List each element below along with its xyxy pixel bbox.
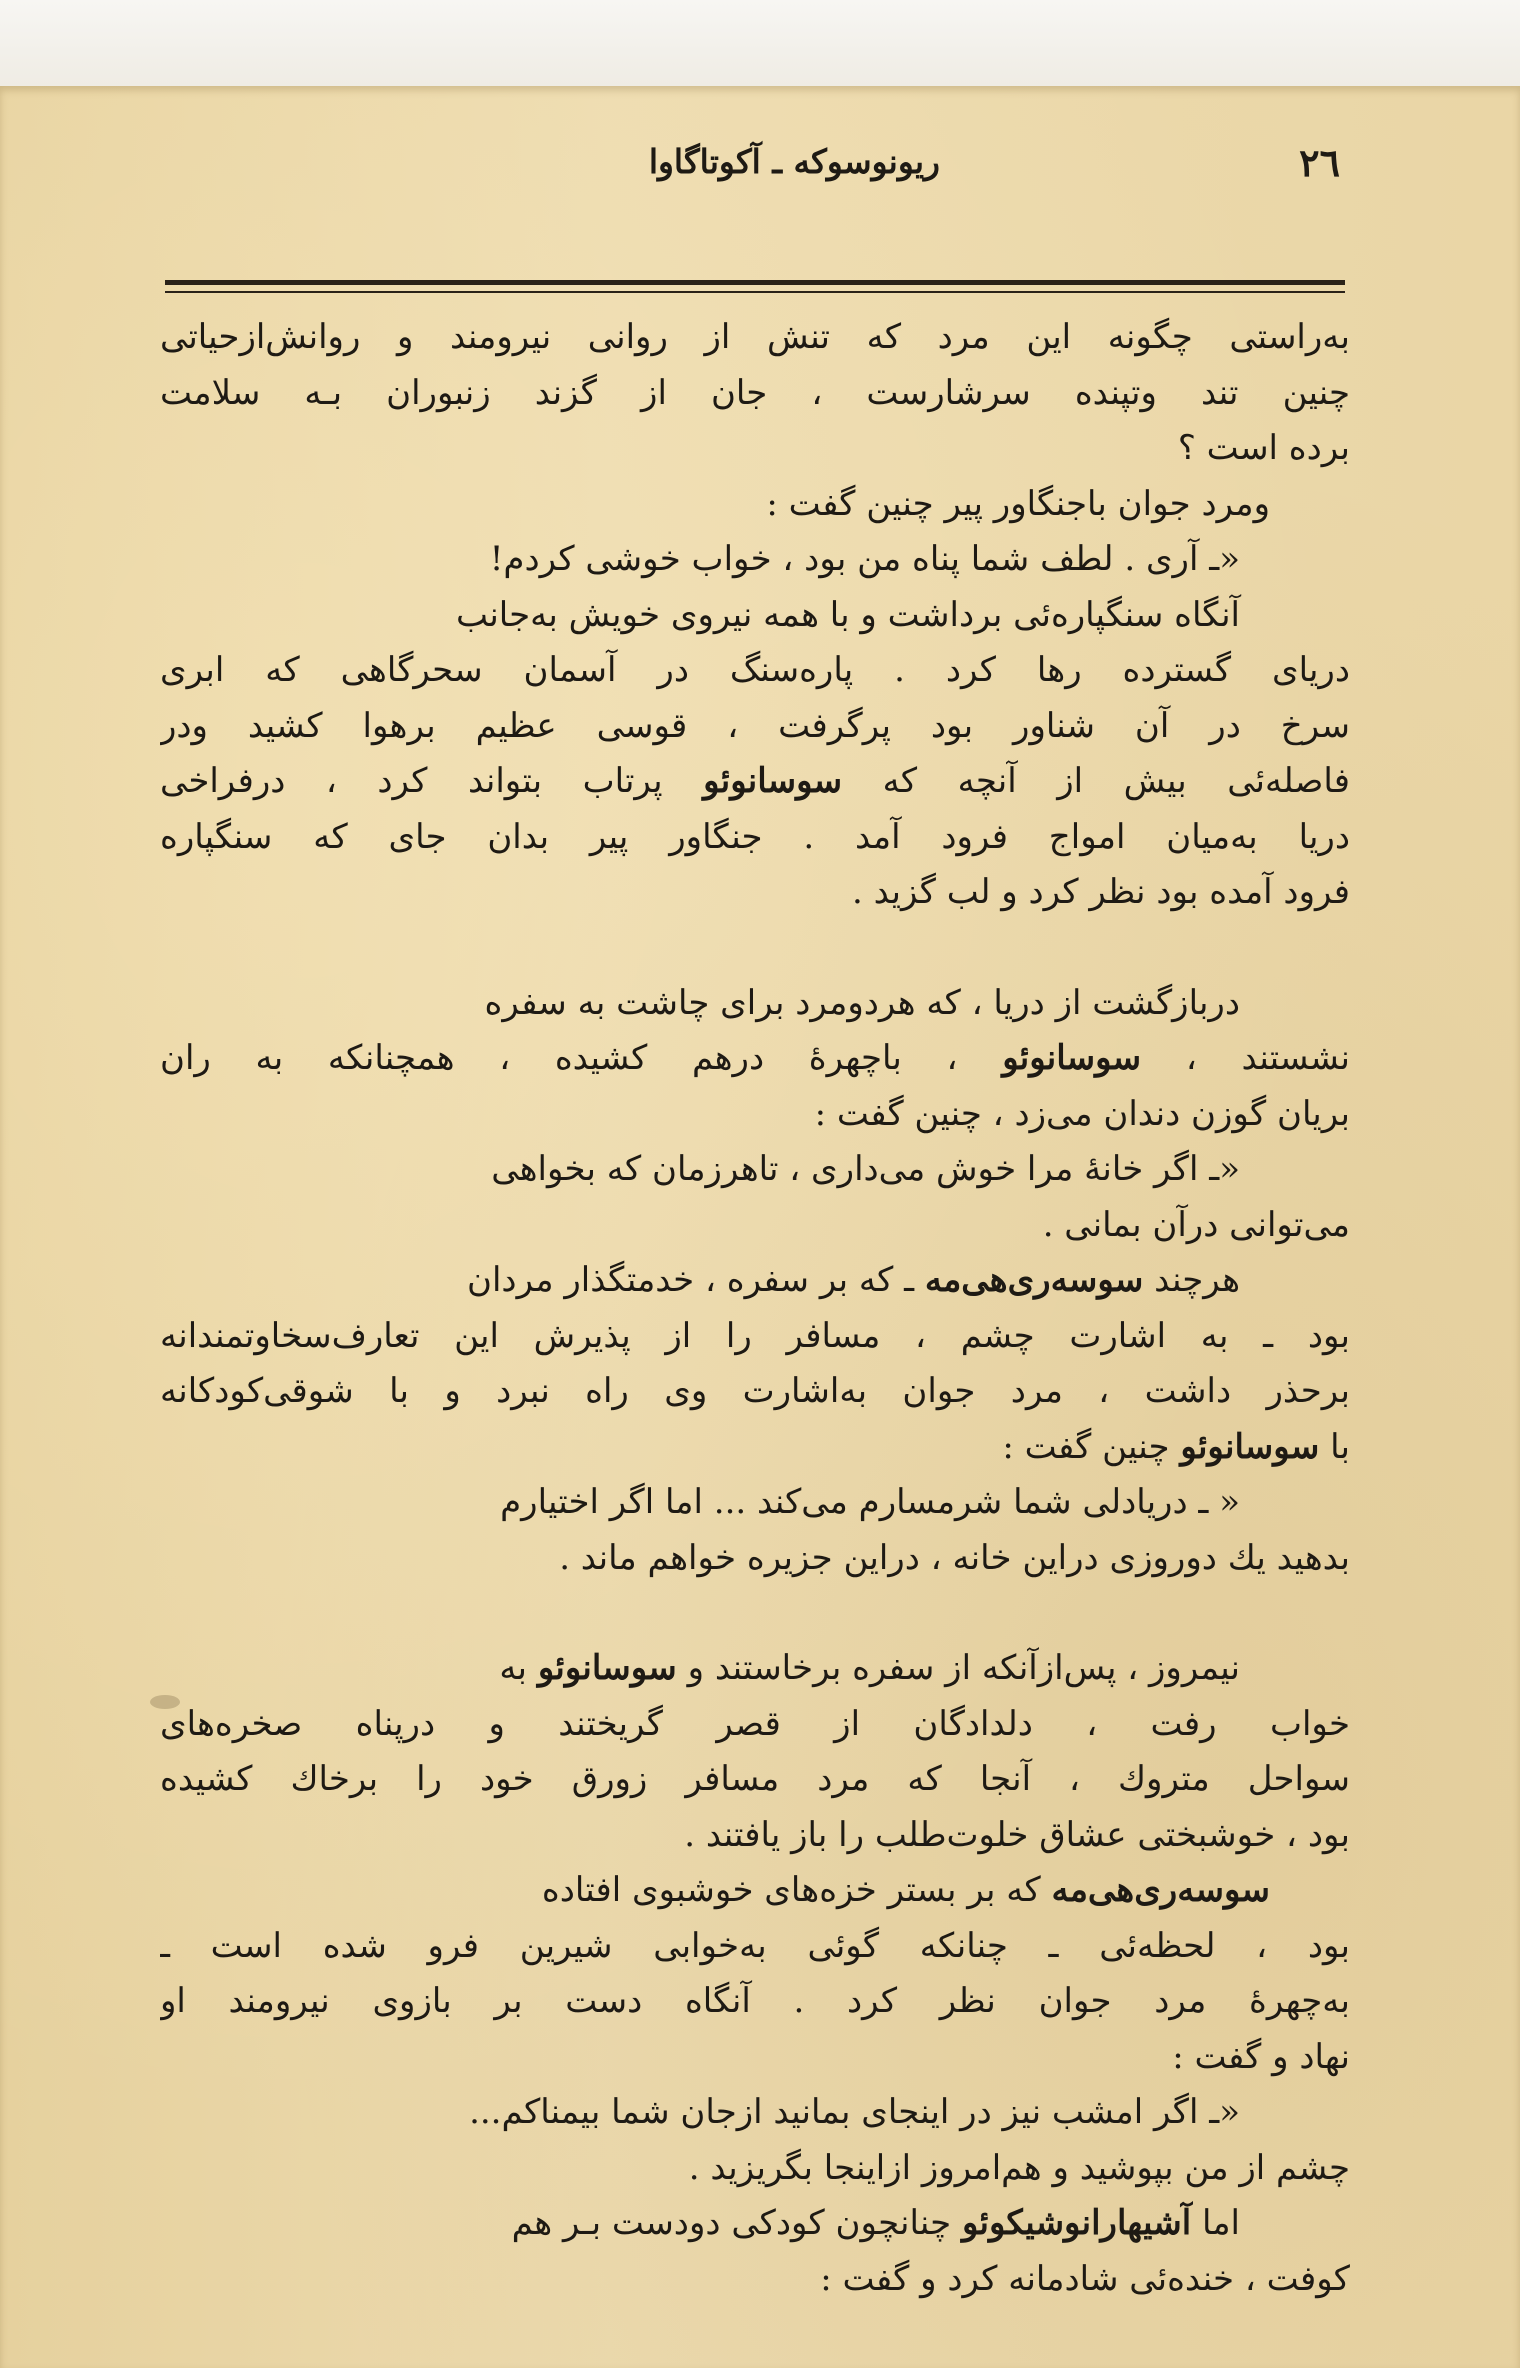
header-rule-thick — [165, 280, 1345, 285]
text-line: می‌توانی درآن بمانی . — [1042, 1204, 1350, 1245]
text-line: دریای گسترده رها کرد . پاره‌سنگ در آسمان سحرگاهی که ابری — [160, 650, 1350, 690]
scan-margin — [0, 0, 1520, 86]
text-line: بریان گوزن دندان می‌زد ، چنین گفت : — [814, 1093, 1350, 1134]
text-line: نیمروز ، پس‌ازآنکه از سفره برخاستند و سوسانوئو به — [499, 1648, 1240, 1688]
running-title: ريونوسوکه ـ آکوتاگاوا — [648, 142, 940, 181]
text-line: برحذر داشت ، مرد جوان به‌اشارت وی راه نبرد و با شوقی‌کودکانه — [160, 1371, 1350, 1411]
page-number: ٢٦ — [1299, 140, 1340, 185]
text-line: «ـ اگر خانهٔ مرا خوش می‌داری ، تاهرزمان که بخواهی — [491, 1149, 1240, 1189]
text-line: بود ، لحظه‌ئی ـ چنانکه گوئی به‌خوابی شیرین فرو شده است ـ — [160, 1925, 1350, 1966]
text-line: ومرد جوان باجنگاور پیر چنین گفت : — [766, 483, 1270, 524]
body-text — [160, 310, 1350, 2307]
text-line: برده است ؟ — [1177, 428, 1350, 468]
character-name: سوسه‌ری‌هی‌مه — [924, 1260, 1144, 1300]
text-line: بدهید یك دوروزی دراین خانه ، دراین جزیره خواهم ماند . — [559, 1537, 1350, 1578]
running-head — [160, 140, 1340, 200]
text-line: فرود آمده بود نظر کرد و لب گزید . — [852, 872, 1350, 912]
text-line: آنگاه سنگپاره‌ئی برداشت و با همه نیروی خویش به‌جانب — [455, 594, 1240, 635]
text-line: به‌چهرهٔ مرد جوان نظر کرد . آنگاه دست بر بازوی نیرومند او — [160, 1981, 1350, 2021]
character-name: سوسانوئو — [703, 761, 843, 801]
text-line: بەراستی چگونه این مرد که تنش از روانی نیرومند و روانش‌ازحیاتی — [160, 317, 1350, 357]
text-line: کوفت ، خنده‌ئی شادمانه کرد و گفت : — [820, 2258, 1350, 2299]
character-name: سوسانوئو — [1002, 1038, 1142, 1078]
text-line: سواحل متروك ، آنجا که مرد مسافر زورق خود را برخاك کشیده — [160, 1759, 1350, 1799]
text-line: دربازگشت از دریا ، که هردومرد برای چاشت به سفره — [484, 982, 1240, 1023]
text-line: «ـ اگر امشب نیز در اینجای بمانید ازجان شما بیمناکم... — [469, 2092, 1240, 2132]
text-line: بود ، خوشبختی عشاق خلوت‌طلب را باز یافتند . — [684, 1814, 1350, 1855]
text-line: نهاد و گفت : — [1172, 2036, 1350, 2077]
header-rule-thin — [165, 291, 1345, 293]
paragraph-gap — [160, 921, 1350, 976]
text-line: « ـ دریادلی شما شرمسارم می‌کند ... اما اگر اختیارم — [500, 1482, 1240, 1522]
paper-mark — [150, 1695, 180, 1709]
text-line: هرچند سوسه‌ری‌هی‌مه ـ که بر سفره ، خدمتگذار مردان — [467, 1260, 1240, 1300]
text-line: «ـ آری . لطف شما پناه من بود ، خواب خوشی کردم! — [489, 539, 1240, 579]
paragraph-gap — [160, 1586, 1350, 1641]
character-name: سوسه‌ری‌هی‌مه — [1051, 1870, 1270, 1910]
text-line: فاصله‌ئی بیش از آنچه که سوسانوئو پرتاب بتواند کرد ، درفراخی — [160, 761, 1350, 801]
character-name: سوسانوئو — [1180, 1426, 1320, 1467]
text-line: سوسه‌ری‌هی‌مه که بر بستر خزه‌های خوشبوی افتاده — [541, 1870, 1270, 1910]
text-line: خواب رفت ، دلدادگان از قصر گریختند و درپناه صخره‌های — [160, 1703, 1350, 1744]
text-line: نشستند ، سوسانوئو ، باچهرهٔ درهم کشیده ، همچنانکه به ران — [160, 1038, 1350, 1078]
text-line: چشم از من بپوشید و هم‌امروز ازاینجا بگریزید . — [688, 2147, 1350, 2188]
text-line: بود ـ به اشارت چشم ، مسافر را از پذیرش این تعارف‌سخاوتمندانه — [160, 1315, 1350, 1356]
text-line: با سوسانوئو چنین گفت : — [1002, 1426, 1350, 1467]
character-name: آشیهارانوشیکوئو — [961, 2203, 1192, 2243]
text-line: اما آشیهارانوشیکوئو چنانچون کودکی دودست بـر هم — [511, 2203, 1240, 2243]
text-line: چنین تند وتپنده سرشارست ، جان از گزند زنبوران بـه سلامت — [160, 372, 1350, 413]
text-line: سرخ در آن شناور بود پرگرفت ، قوسی عظیم برهوا کشید ودر — [160, 705, 1350, 746]
character-name: سوسانوئو — [537, 1648, 677, 1688]
text-line: دریا به‌میان امواج فرود آمد . جنگاور پیر بدان جای که سنگپاره — [160, 816, 1350, 857]
